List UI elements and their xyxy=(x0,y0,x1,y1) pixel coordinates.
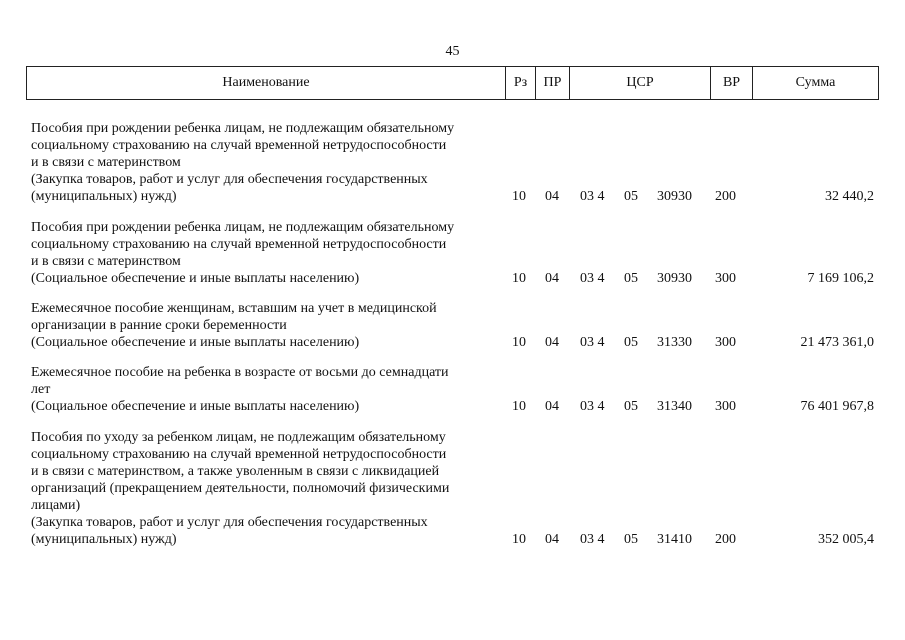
header-csr: ЦСР xyxy=(570,67,711,99)
cell-rz: 10 xyxy=(512,335,526,350)
cell-csr-subprogram: 05 xyxy=(624,189,638,204)
cell-rz: 10 xyxy=(512,189,526,204)
row-text-line: и в связи с материнством, а также уволенным в связи с ликвидацией xyxy=(31,464,440,479)
row-codes xyxy=(0,334,905,351)
header-pr: ПР xyxy=(536,67,570,99)
row-codes xyxy=(0,398,905,415)
row-text-line: (Социальное обеспечение и иные выплаты населению) xyxy=(31,399,360,414)
cell-csr-direction: 31330 xyxy=(657,335,692,350)
cell-sum: 21 473 361,0 xyxy=(800,335,874,350)
row-text-line: (муниципальных) нужд) xyxy=(31,189,177,204)
row-text-line: Ежемесячное пособие на ребенка в возрасте от восьми до семнадцати xyxy=(31,365,449,380)
page-number: 45 xyxy=(445,44,460,59)
row-text-line: (Закупка товаров, работ и услуг для обеспечения государственных xyxy=(31,172,428,187)
row-text-line: (Закупка товаров, работ и услуг для обеспечения государственных xyxy=(31,515,428,530)
cell-csr-subprogram: 05 xyxy=(624,335,638,350)
row-text-line: Пособия при рождении ребенка лицам, не подлежащим обязательному xyxy=(31,220,455,235)
row-text-line: и в связи с материнством xyxy=(31,254,181,269)
cell-vr: 300 xyxy=(715,399,736,414)
row-text-line: организации в ранние сроки беременности xyxy=(31,318,287,333)
row-text-line: (муниципальных) нужд) xyxy=(31,532,177,547)
row-codes xyxy=(0,188,905,205)
cell-sum: 352 005,4 xyxy=(818,532,874,547)
cell-csr-subprogram: 05 xyxy=(624,271,638,286)
cell-vr: 200 xyxy=(715,189,736,204)
header-sum: Сумма xyxy=(795,75,836,90)
cell-vr: 300 xyxy=(715,271,736,286)
cell-sum: 7 169 106,2 xyxy=(807,271,874,286)
row-text-line: социальному страхованию на случай временной нетрудоспособности xyxy=(31,447,447,462)
cell-csr-subprogram: 05 xyxy=(624,532,638,547)
table-header xyxy=(26,66,879,100)
cell-csr-program: 03 4 xyxy=(580,532,605,547)
header-vr: ВР xyxy=(711,67,753,99)
cell-csr-direction: 31410 xyxy=(657,532,692,547)
cell-rz: 10 xyxy=(512,532,526,547)
cell-pr: 04 xyxy=(545,189,559,204)
cell-csr-program: 03 4 xyxy=(580,399,605,414)
row-text-line: (Социальное обеспечение и иные выплаты населению) xyxy=(31,271,360,286)
row-text-line: (Социальное обеспечение и иные выплаты населению) xyxy=(31,335,360,350)
row-text-line: социальному страхованию на случай временной нетрудоспособности xyxy=(31,138,447,153)
row-text-line: социальному страхованию на случай временной нетрудоспособности xyxy=(31,237,447,252)
cell-rz: 10 xyxy=(512,399,526,414)
cell-sum: 32 440,2 xyxy=(825,189,874,204)
row-text-line: лет xyxy=(31,382,51,397)
header-rz: Рз xyxy=(506,67,536,99)
row-text-line: Пособия по уходу за ребенком лицам, не подлежащим обязательному xyxy=(31,430,446,445)
cell-pr: 04 xyxy=(545,335,559,350)
header-name: Наименование xyxy=(27,67,506,99)
cell-csr-direction: 30930 xyxy=(657,271,692,286)
row-text-line: и в связи с материнством xyxy=(31,155,181,170)
row-text-line: Ежемесячное пособие женщинам, вставшим на учет в медицинской xyxy=(31,301,437,316)
row-codes xyxy=(0,270,905,287)
cell-csr-subprogram: 05 xyxy=(624,399,638,414)
cell-csr-program: 03 4 xyxy=(580,335,605,350)
cell-csr-program: 03 4 xyxy=(580,189,605,204)
cell-vr: 300 xyxy=(715,335,736,350)
row-text-line: организаций (прекращением деятельности, полномочий физическими xyxy=(31,481,450,496)
cell-csr-direction: 31340 xyxy=(657,399,692,414)
row-codes xyxy=(0,531,905,548)
cell-pr: 04 xyxy=(545,271,559,286)
cell-vr: 200 xyxy=(715,532,736,547)
row-text-line: Пособия при рождении ребенка лицам, не подлежащим обязательному xyxy=(31,121,455,136)
cell-rz: 10 xyxy=(512,271,526,286)
row-text-line: лицами) xyxy=(31,498,81,513)
cell-csr-program: 03 4 xyxy=(580,271,605,286)
cell-pr: 04 xyxy=(545,532,559,547)
cell-sum: 76 401 967,8 xyxy=(800,399,874,414)
cell-csr-direction: 30930 xyxy=(657,189,692,204)
cell-pr: 04 xyxy=(545,399,559,414)
